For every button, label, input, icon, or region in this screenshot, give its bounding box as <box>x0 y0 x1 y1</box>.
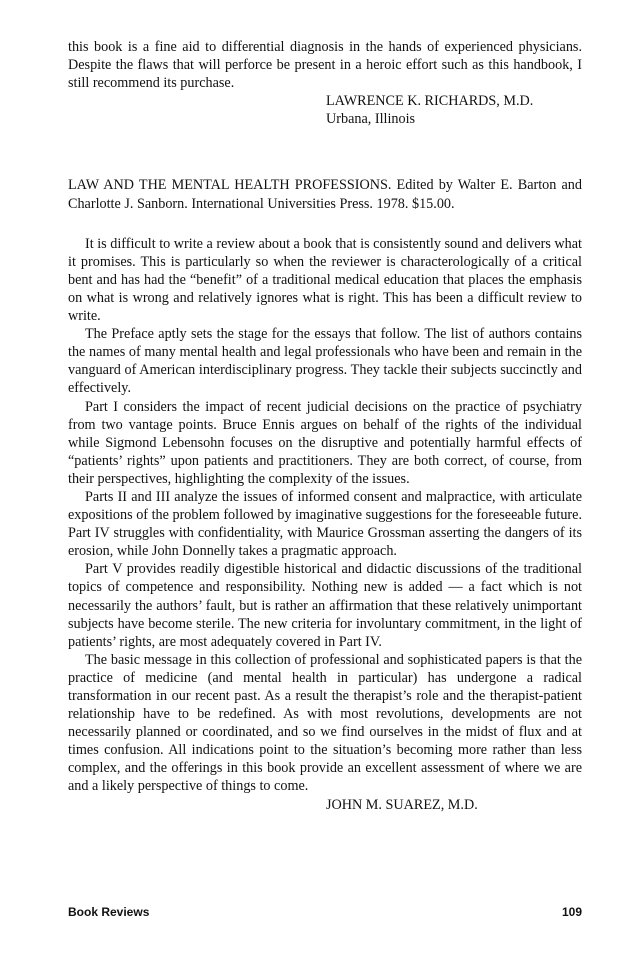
review-paragraph-4: Parts II and III analyze the issues of informed consent and malpractice, with articulate expositions of the problem followed by imaginative suggestions for the foreseeable future. Part IV struggles with confidentiality, with Maurice Grossman asserting the dangers of its erosion, while John Donnelly takes a pragmatic approach. <box>68 488 582 560</box>
review-paragraph-5: Part V provides readily digestible historical and didactic discussions of the traditional topics of competence and responsibility. Nothing new is added — a fact which is not necessarily the authors’ fault, but is rather an affirmation that these relatively unimportant subjects have become sterile. The new criteria for involuntary commitment, in the light of patients’ rights, are most adequately covered in Part IV. <box>68 561 582 650</box>
review-signature-name: JOHN M. SUAREZ, M.D. <box>326 796 478 813</box>
review-paragraph-6: The basic message in this collection of professional and sophisticated papers is that the practice of medicine (and mental health in particular) has undergone a radical transformation in our recent past. As a result the therapist’s role and the therapist-patient relationship have to be redefined. As with most revolutions, developments are not necessarily planned or coordinated, and so we find ourselves in the midst of flux and at times confusion. All indications point to the situation’s becoming more rather than less complex, and the offerings in this book provide an excellent assessment of where we are and a likely perspective of things to come. <box>68 651 582 795</box>
review-paragraph-3: Part I considers the impact of recent judicial decisions on the practice of psychiatry from two vantage points. Bruce Ennis argues on behalf of the rights of the individual while Sigmond Lebensohn focuses on the disruptive and potentially harmful effects of “patients’ rights” upon patients and practitioners. They are both correct, of course, from their perspectives, highlighting the complexity of the issues. <box>68 398 582 487</box>
review-paragraph-2: The Preface aptly sets the stage for the essays that follow. The list of authors contains the names of many mental health and legal professionals who have been and remain in the vanguard of American interdisciplinary progress. They tackle their subjects succinctly and effectively. <box>68 326 582 397</box>
section-spacer <box>68 128 582 176</box>
footer-page-number: 109 <box>561 905 582 919</box>
previous-review-closing-text: this book is a fine aid to differential diagnosis in the hands of experienced physicians. Despite the flaws that will perforce be present in a heroic effort such as this handbook, I still recommend its purchase. <box>68 39 582 92</box>
review-citation: LAW AND THE MENTAL HEALTH PROFESSIONS. Edited by Walter E. Barton and Charlotte J. Sanborn. International Universities Press. 1978. $15.00. <box>68 177 582 212</box>
previous-review-signature-location: Urbana, Illinois <box>326 111 416 128</box>
previous-review-signature-name: LAWRENCE K. RICHARDS, M.D. <box>326 93 534 110</box>
review-paragraph-1: It is difficult to write a review about a book that is consistently sound and delivers what it promises. This is particularly so when the reviewer is characterologically of a critical bent and has had the “benefit” of a traditional medical education that places the emphasis on what is wrong and relatively ignores what is right. This has been a difficult review to write. <box>68 235 582 325</box>
page-body <box>68 38 582 814</box>
section-spacer <box>68 213 582 235</box>
footer-section-title: Book Reviews <box>68 905 150 919</box>
